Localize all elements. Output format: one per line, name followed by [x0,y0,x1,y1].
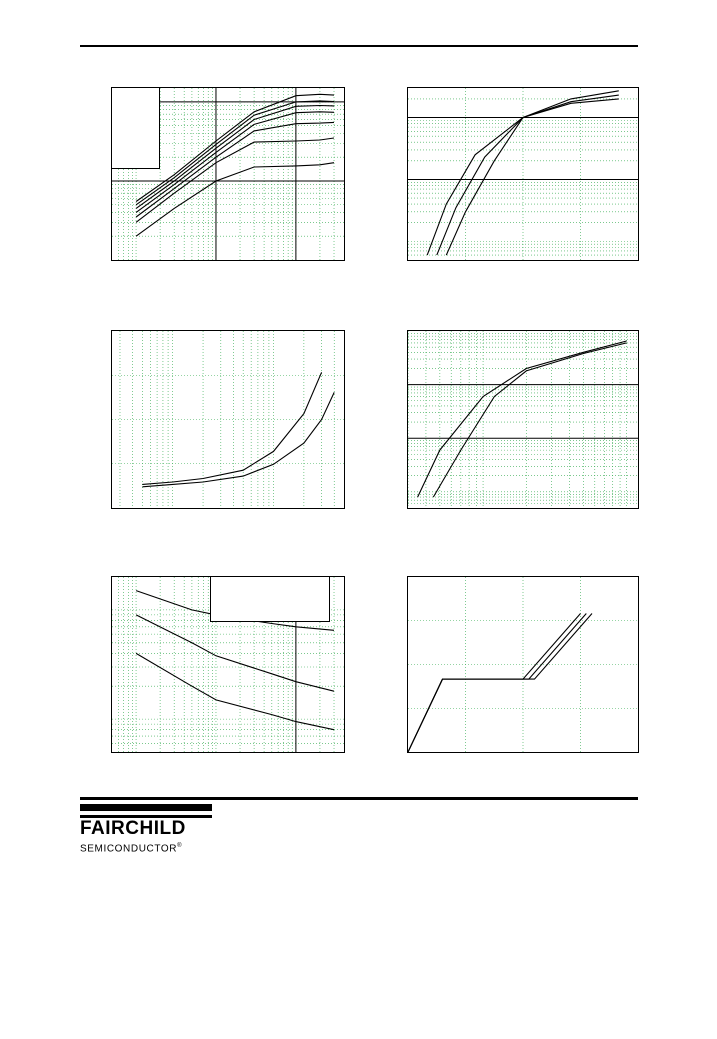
series-line-1 [142,372,321,484]
chart-3-svg [112,331,344,508]
logo-sub-text: SEMICONDUCTOR [80,843,178,855]
chart-6 [407,576,639,753]
series-line-2 [433,343,626,497]
chart-2-svg [408,88,638,260]
series-line-3 [408,614,592,753]
series-line-1 [136,94,334,201]
chart-1 [111,87,345,261]
series-line-2 [136,615,334,691]
logo-brand-name: FAIRCHILD [80,818,186,839]
logo-brand-sub [80,840,212,855]
chart-4-svg [408,331,638,508]
chart-5-legend-box [210,576,330,622]
chart-5 [111,576,345,753]
series-line-1 [408,614,581,753]
chart-4 [407,330,639,509]
chart-2 [407,87,639,261]
series-line-3 [446,99,619,255]
chart-3 [111,330,345,509]
registered-mark: ® [177,843,183,849]
series-line-5 [136,122,334,217]
footer-rule [80,797,638,800]
series-line-2 [408,614,586,753]
fairchild-logo [80,804,212,855]
logo-top-bar [80,804,212,811]
series-line-2 [142,392,334,486]
series-line-1 [418,341,627,497]
header-rule [80,45,638,47]
chart-6-svg [408,577,638,752]
series-line-2 [437,95,619,255]
chart-1-legend-box [111,87,160,169]
series-line-3 [136,653,334,729]
